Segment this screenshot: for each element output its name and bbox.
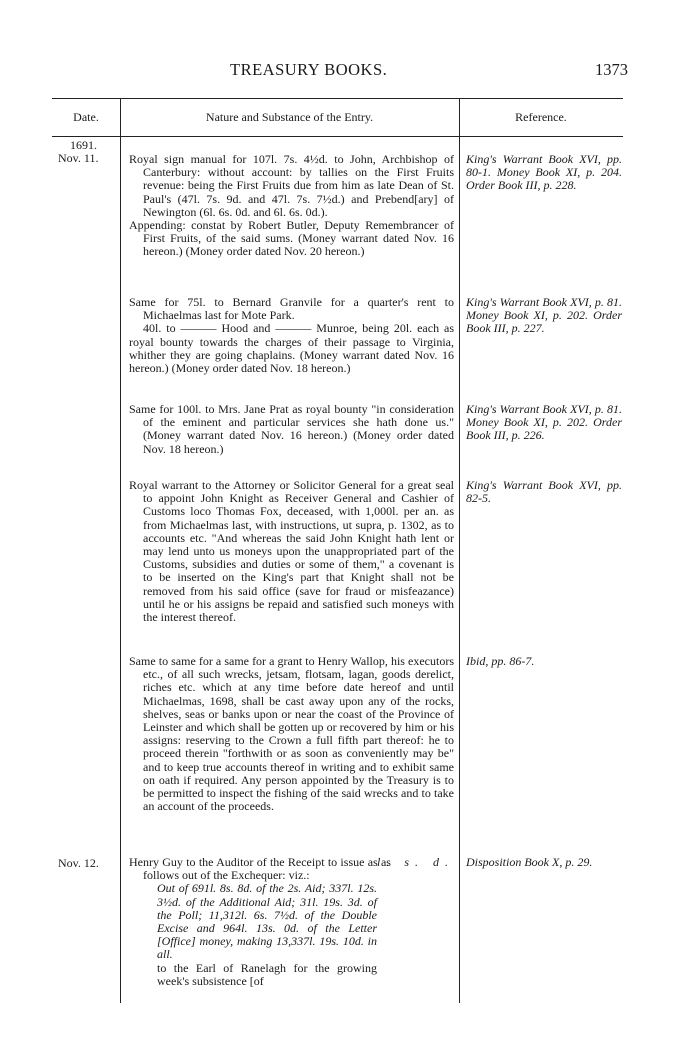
- column-header-nature: Nature and Substance of the Entry.: [205, 110, 374, 124]
- table-top-rule: [52, 98, 623, 99]
- column-header-reference: Reference.: [515, 110, 567, 124]
- date-year: 1691.: [70, 138, 97, 152]
- date-nov-12: Nov. 12.: [58, 856, 99, 870]
- reference-text: Ibid, pp. 86-7.: [466, 654, 535, 668]
- entry-text: Same for 100l. to Mrs. Jane Prat as royal bounty "in consideration of the eminent and particular services she hath done us." (Money warrant dated Nov. 16 hereon.) (Money order dated Nov. 18 hereon.): [129, 402, 454, 456]
- reference-entry-wallop: [466, 655, 622, 668]
- entry-knight: [129, 479, 454, 624]
- column-divider-reference: [459, 98, 460, 1003]
- entry-text: Henry Guy to the Auditor of the Receipt to issue as as follows out of the Exchequer: viz.:: [129, 855, 391, 883]
- entry-text: Royal sign manual for 107l. 7s. 4½d. to John, Archbishop of Canterbury: without account: by tallies on the First Fruits revenue: being the First Fruits due from him as late Dean of St. Paul's (47l. 7s. 9d. and 47l. 7s. 7½d.) and Prebend[ary] of Newington (6l. 6s. 0d. and 6l. 6s. 0d.).: [129, 152, 454, 219]
- entry-text: Appending: constat by Robert Butler, Deputy Remembrancer of First Fruits, of the said sums. (Money warrant dated Nov. 16 hereon.) (Money order dated Nov. 20 hereon.): [129, 218, 454, 259]
- entry-text: Same to same for a same for a grant to Henry Wallop, his executors etc., of all such wrecks, jetsam, flotsam, lagan, goods derelict, riches etc. which at any time before date hereof and until Michaelmas, 1698, shall be cast away upon any of the rocks, shelves, seas or banks upon or near the coast of the Province of Leinster and which shall be gotten up or recovered by him or his assigns: reserving to the Crown a full fifth part thereof: he to proceed therein "forthwith or as soon as conveniently may be" and to keep true accounts thereof in writing and to exhibit same on oath if required. Any person appointed by the Treasury is to be permitted to inspect the fishing of the said wrecks and to take an account of the proceeds.: [129, 654, 454, 814]
- entry-wallop: [129, 655, 454, 813]
- reference-text: King's Warrant Book XVI, p. 81. Money Book XI, p. 202. Order Book III, p. 226.: [466, 402, 622, 443]
- column-divider-date: [120, 98, 121, 1003]
- entry-text: Royal warrant to the Attorney or Solicitor General for a great seal to appoint John Knight as Receiver General and Cashier of Customs loco Thomas Fox, deceased, with 1,000l. per an. as from Michaelmas last, with instructions, ut supra, p. 1302, as to accounts etc. "And whereas the said John Knight hath lent or may lend unto us moneys upon the unappropriated part of the Customs, subsidies and duties or some of them," a covenant is to be inserted on the King's part that Knight shall not be removed from his said office (save for fraud or misfeazance) until he or his assigns be repaid and satisfied such moneys with the interest thereof.: [129, 478, 454, 625]
- reference-entry-prat: [466, 403, 622, 443]
- entry-prat: [129, 403, 454, 456]
- reference-text: Disposition Book X, p. 29.: [466, 855, 593, 869]
- column-header-date: Date.: [73, 110, 99, 124]
- reference-entry-granvile: [466, 296, 622, 336]
- entry-archbishop: [129, 153, 454, 259]
- date-nov-11: Nov. 11.: [58, 151, 99, 165]
- table-header-rule: [52, 136, 623, 137]
- reference-entry-archbishop: [466, 153, 622, 193]
- entry-text: 40l. to ——— Hood and ——— Munroe, being 20l. each as royal bounty towards the charges of their passage to Virginia, whither they are going chaplains. (Money warrant dated Nov. 16 hereon.) (Money order dated Nov. 18 hereon.): [129, 321, 454, 376]
- reference-text: King's Warrant Book XVI, pp. 80-1. Money Book XI, p. 204. Order Book III, p. 228.: [466, 152, 622, 193]
- running-title: TREASURY BOOKS.: [230, 60, 388, 79]
- entry-text: Same for 75l. to Bernard Granvile for a quarter's rent to Michaelmas last for Mote Park.: [129, 295, 454, 323]
- page-number: 1373: [595, 60, 628, 79]
- entry-granvile: [129, 296, 454, 375]
- entry-text: Out of 691l. 8s. 8d. of the 2s. Aid; 337l. 12s. 3½d. of the Additional Aid; 31l. 19s. 3d. of the Poll; 11,312l. 6s. 7½d. of the Double Excise and 964l. 13s. 0d. of the Letter [Office] money, making 13,337l. 19s. 10d. in all.: [157, 881, 377, 962]
- reference-entry-guy: [466, 856, 622, 869]
- reference-text: King's Warrant Book XVI, pp. 82-5.: [466, 478, 622, 506]
- lsd-heading: l. s. d.: [376, 855, 454, 869]
- entry-text: to the Earl of Ranelagh for the growing week's subsistence [of: [157, 960, 377, 988]
- entry-guy: [129, 856, 454, 988]
- page-header: [0, 60, 673, 84]
- entry-text: [129, 856, 454, 882]
- reference-text: King's Warrant Book XVI, p. 81. Money Book XI, p. 202. Order Book III, p. 227.: [466, 295, 622, 336]
- reference-entry-knight: [466, 479, 622, 505]
